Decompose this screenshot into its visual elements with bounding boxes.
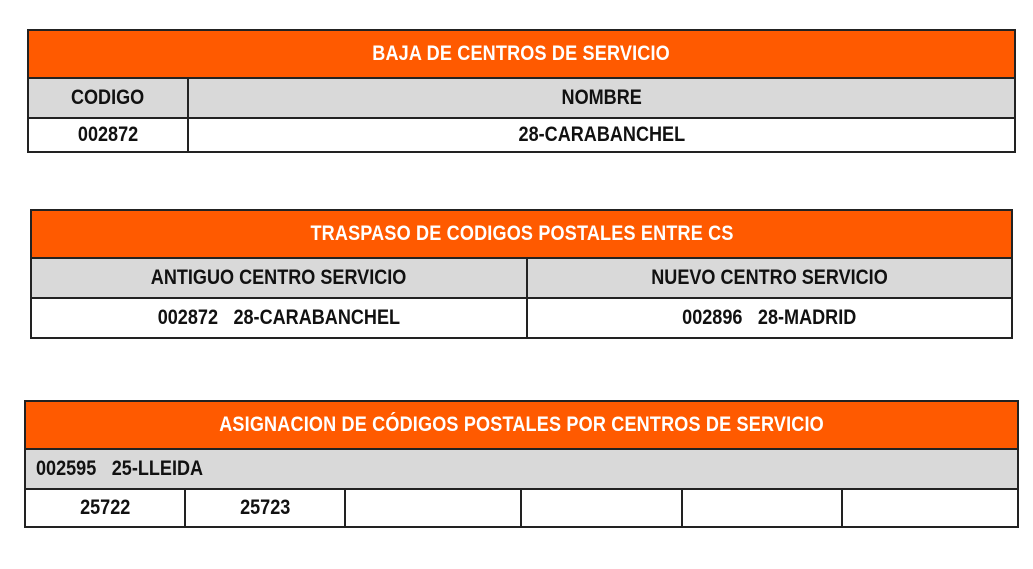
antiguo-code: 002872 bbox=[157, 306, 219, 329]
centro-asignado-code: 002595 bbox=[36, 457, 97, 480]
postal-code-cell bbox=[842, 489, 1018, 527]
traspaso-title-cell bbox=[31, 210, 1012, 258]
antiguo-header-cell bbox=[31, 258, 527, 298]
nuevo-header: NUEVO CENTRO SERVICIO bbox=[651, 266, 888, 289]
baja-nombre-value: 28-CARABANCHEL bbox=[518, 123, 685, 146]
centro-asignado-name: 25-LLEIDA bbox=[111, 457, 204, 480]
baja-title: BAJA DE CENTROS DE SERVICIO bbox=[372, 42, 671, 65]
antiguo-name: 28-CARABANCHEL bbox=[233, 306, 401, 329]
traspaso-table bbox=[30, 209, 1013, 339]
traspaso-title: TRASPASO DE CODIGOS POSTALES ENTRE CS bbox=[309, 222, 734, 245]
nuevo-header-cell bbox=[527, 258, 1012, 298]
baja-nombre-cell bbox=[188, 118, 1015, 152]
nuevo-value-cell bbox=[527, 298, 1012, 338]
postal-code: 25723 bbox=[239, 496, 291, 519]
postal-code-cell bbox=[185, 489, 345, 527]
asignacion-title-cell bbox=[25, 401, 1018, 449]
antiguo-value-cell bbox=[31, 298, 527, 338]
postal-code: 25722 bbox=[79, 496, 131, 519]
baja-codigo-cell bbox=[28, 118, 188, 152]
codigo-header-cell bbox=[28, 78, 188, 118]
postal-code-cell bbox=[345, 489, 521, 527]
antiguo-header: ANTIGUO CENTRO SERVICIO bbox=[151, 266, 407, 289]
postal-code-cell bbox=[682, 489, 842, 527]
centro-asignado-cell bbox=[25, 449, 1018, 489]
codigo-header: CODIGO bbox=[71, 86, 145, 109]
postal-code-cell bbox=[521, 489, 682, 527]
nuevo-name: 28-MADRID bbox=[758, 306, 857, 329]
baja-centros-table bbox=[27, 29, 1016, 153]
asignacion-title: ASIGNACION DE CÓDIGOS POSTALES POR CENTROS DE SERVICIO bbox=[219, 413, 824, 436]
nuevo-code: 002896 bbox=[682, 306, 743, 329]
nombre-header-cell bbox=[188, 78, 1015, 118]
baja-codigo-value: 002872 bbox=[77, 123, 139, 146]
asignacion-table bbox=[24, 400, 1019, 528]
postal-code-cell bbox=[25, 489, 185, 527]
nombre-header: NOMBRE bbox=[561, 86, 642, 109]
baja-title-cell bbox=[28, 30, 1015, 78]
